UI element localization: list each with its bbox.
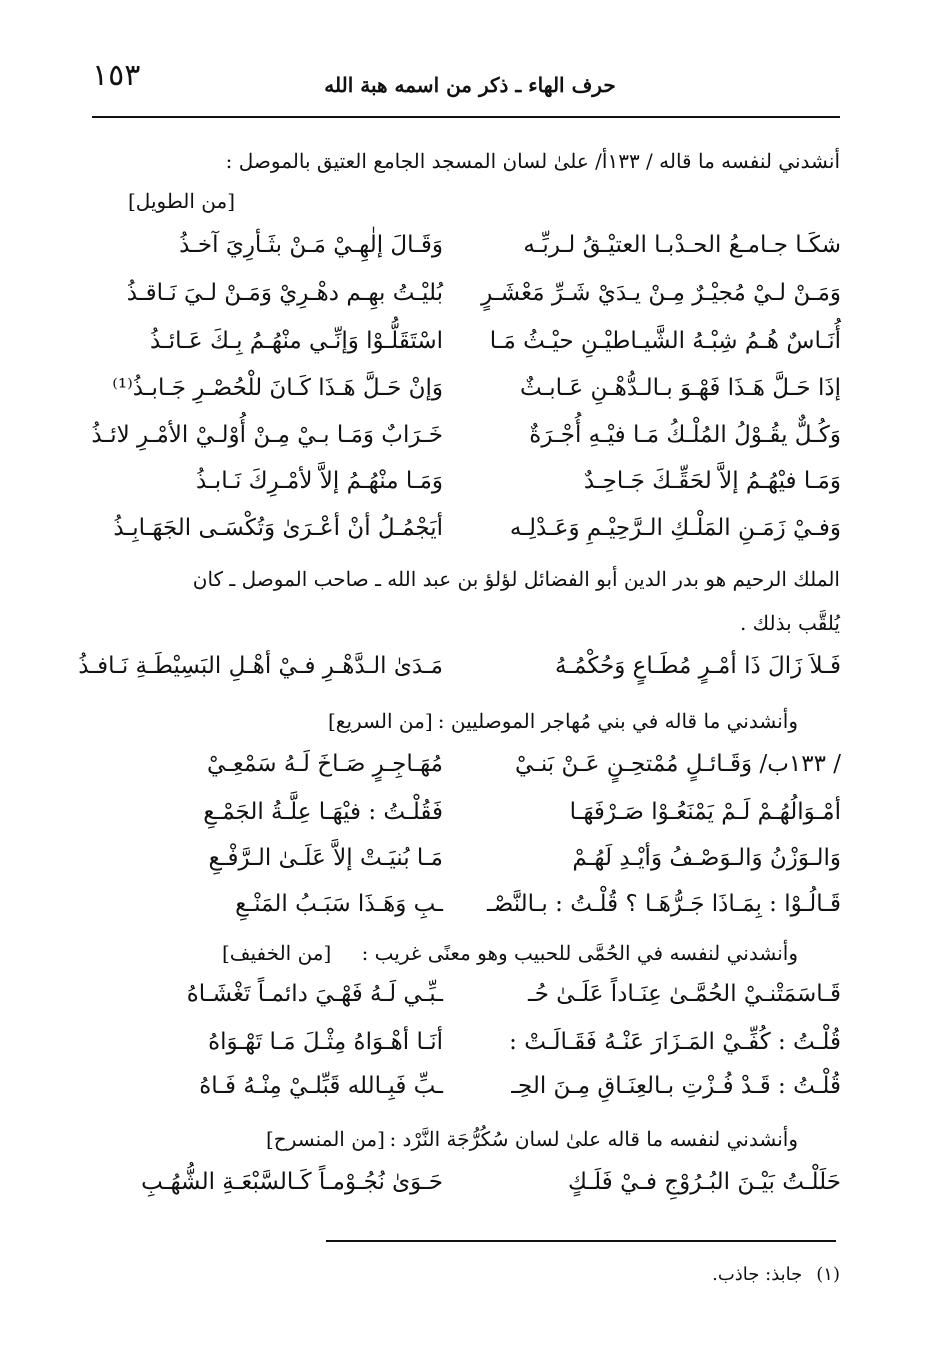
verse-second-hemistich: فَقُلْـتُ : فيْهَـا عِلَّـةُ الجَمْـعِ (203, 799, 443, 825)
verse-first-hemistich: / ١٣٣ب/ وَقَـائـلٍ مُمْتحِـنٍ عَـنْ بَنـيْ (514, 751, 841, 777)
footnote-divider (326, 1240, 836, 1242)
verse-second-hemistich: وَإنْ حَـلَّ هَـذَا كَـانَ للْحُصْـرِ جَـابـذُ⁽¹⁾ (112, 375, 443, 401)
note-line: الملك الرحيم هو بدر الدين أبو الفضائل لؤلؤ بن عبد الله ـ صاحب الموصل ـ كان (192, 567, 840, 591)
verse-first-hemistich: أمْـوَالُهُـمْ لَـمْ يَمْنَعُـوْا صَـرْفَهَـا (569, 799, 841, 825)
intro-line: وأنشدني لنفسه في الحُمَّى للحبيب وهو معنًى غريب : (361, 941, 798, 965)
footnote (712, 1262, 840, 1288)
verse-second-hemistich: ـبِ وَهَـذَا سَبَـبُ المَنْـعِ (235, 891, 443, 917)
verse-second-hemistich: أنَـا أهْـوَاهُ مِثْـلَ مَـا تَهْـوَاهُ (208, 1029, 443, 1055)
verse-first-hemistich: إذَا حَـلَّ هَـذَا فَهْـوَ بـالـدُّهْـنِ عَـابـثٌ (519, 375, 841, 401)
verse-first-hemistich: وَفـيْ زَمَـنِ المَلْـكِ الـرَّحِيْـمِ وَعَـدْلِـه (509, 515, 841, 541)
running-title: حرف الهاء ـ ذكر من اسمه هبة الله (324, 73, 616, 97)
verse-second-hemistich: مَـا بُنيَـتْ إلاَّ عَلَـىٰ الـرَّفْـعِ (208, 845, 443, 871)
intro-line: وأنشدني لنفسه ما قاله علىٰ لسان سُكُرُّجَة النَّرْد : (389, 1127, 798, 1151)
verse-first-hemistich: قُلْـتُ : كُفِّـيْ المَـزَارَ عَنْـهُ فَقَـالَـتْ : (509, 1029, 841, 1055)
verse-second-hemistich: ـبِّ فَبِـالله قَبِّلـيْ مِنْـهُ فَـاهُ (199, 1073, 443, 1099)
verse-second-hemistich: وَمَـا منْهُـمُ إلاَّ لأمْـرِكَ نَـابـذُ (195, 468, 443, 494)
verse-first-hemistich: قَـالُـوْا : بِمَـاذَا جَـرُّهَـا ؟ قُلْـتُ : بـالنَّصْـ (487, 891, 841, 917)
verse-second-hemistich: خَـرَابٌ وَمَـا بـيْ مِـنْ أُوْلـيْ الأمْـرِ لائـذُ (91, 422, 443, 448)
verse-second-hemistich: اسْتَقَلُّـوْا وَإنِّـي منْهُـمُ بِـكَ عَـائـذُ (149, 328, 443, 354)
meter-label: [من الخفيف] (222, 941, 332, 965)
verse-first-hemistich: وَمَـا فيْهُـمُ إلاَّ لحَقِّـكَ جَـاحِـدٌ (583, 468, 841, 494)
verse-first-hemistich: فَـلاَ زَالَ ذَا أمْـرٍ مُطَـاعٍ وَحُكْمُـهُ (554, 653, 841, 679)
verse-second-hemistich: بُليْـتُ بهِـم دهْـرِيْ وَمَـنْ لـيَ نَـاقـذُ (126, 280, 443, 306)
verse-first-hemistich: شكَـا جـامـعُ الحـدْبـا العتيْـقُ لـربِّـه (523, 232, 841, 258)
verse-first-hemistich: قَـاسَمَتْنـيْ الحُمَّـىٰ عِنَـاداً عَلَـىٰ حُـ (527, 981, 841, 1007)
verse-second-hemistich: أيَجْمُـلُ أنْ أعْـرَىٰ وَتُكْسَـى الجَهَـابِـذُ (113, 515, 443, 541)
meter-label: [من السريع] (328, 709, 433, 733)
intro-line: أنشدني لنفسه ما قاله / ١٣٣أ/ علىٰ لسان المسجد الجامع العتيق بالموصل : (225, 149, 840, 173)
footnote-text: جابذ: جاذب. (712, 1264, 803, 1285)
verse-first-hemistich: أُنَـاسٌ هُـمُ شِبْـهُ الشَّيـاطيْـنِ حيْـثُ مَـا (489, 328, 841, 354)
header-divider (92, 116, 840, 118)
page-number: ١٥٣ (92, 58, 141, 93)
meter-label: [من المنسرح] (266, 1127, 385, 1151)
verse-second-hemistich: وَقَـالَ إلٰهِـيْ مَـنْ بثَـأرِيَ آخـذُ (179, 232, 443, 258)
verse-first-hemistich: حَلَلْـتُ بَيْـنَ البُـرُوْجِ فـيْ فَلَـكٍ (568, 1169, 841, 1195)
note-line: يُلقَّب بذلك . (739, 611, 840, 635)
intro-line: وأنشدني ما قاله في بني مُهاجر الموصليين : (437, 709, 798, 733)
verse-first-hemistich: وَالـوَزْنُ وَالـوَصْـفُ وَأيْـدِ لَهُـمْ (572, 845, 841, 871)
verse-first-hemistich: وَكُـلٌّ يقُـوْلُ المُلْـكُ مَـا فيْـهِ أُجْـرَةٌ (529, 422, 841, 448)
meter-label: [من الطويل] (128, 189, 236, 213)
verse-first-hemistich: قُلْـتُ : قَـدْ فُـزْتِ بـالعِنَـاقِ مِـنَ الحِـ (511, 1073, 841, 1099)
footnote-number: (١) (816, 1264, 840, 1285)
verse-first-hemistich: وَمَـنْ لـيْ مُجيْـرٌ مِـنْ يـدَيْ شَـرِّ مَعْشَـرٍ (481, 280, 841, 306)
verse-second-hemistich: مُهَـاجِـرٍ صَـاخَ لَـهُ سَمْعِـيْ (206, 751, 443, 777)
verse-second-hemistich: حَـوَىٰ نُجُـوْمـاً كَـالسَّبْعَـةِ الشُّهُـبِ (141, 1169, 443, 1195)
verse-second-hemistich: ـبِّـي لَـهُ فَهْـيَ دائمـاً تَغْشَـاهُ (186, 981, 443, 1007)
verse-second-hemistich: مَـدَىٰ الـدَّهْـرِ فـيْ أهْـلِ البَسِيْطَـةِ نَـافـذُ (78, 653, 443, 679)
